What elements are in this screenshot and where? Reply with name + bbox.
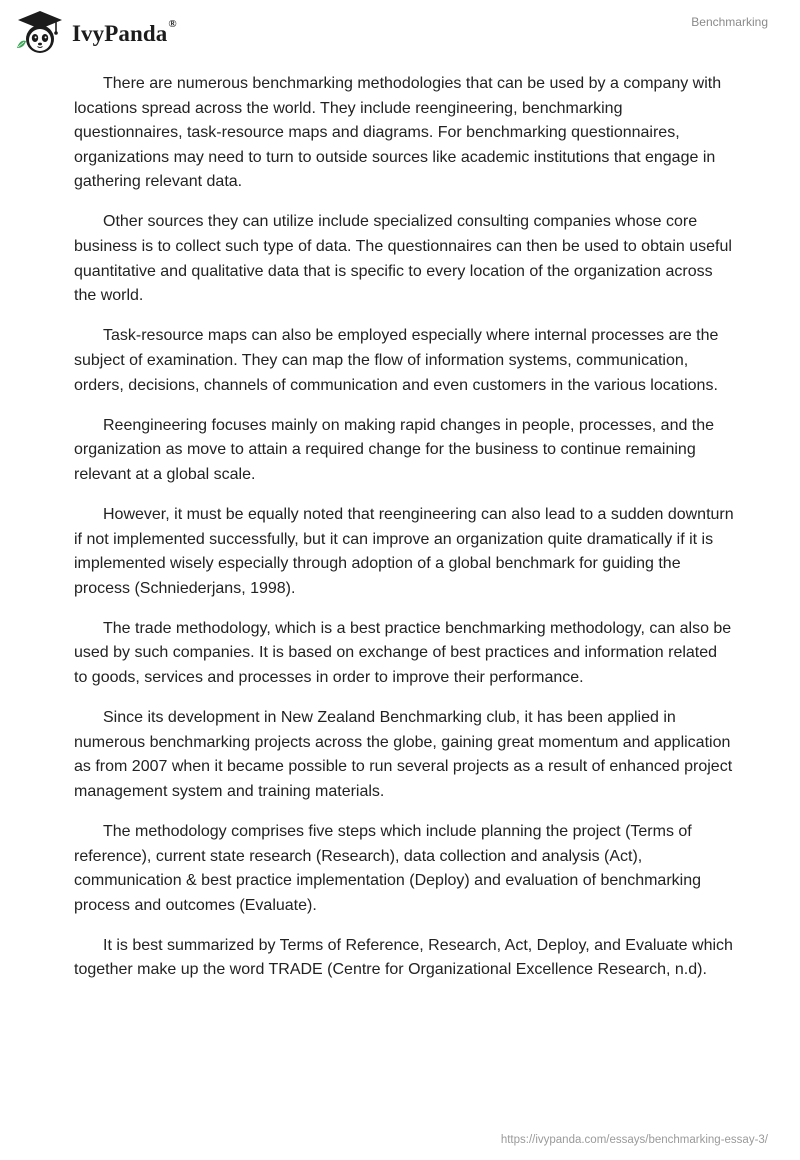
ivypanda-logo[interactable] xyxy=(14,8,177,56)
paragraph: However, it must be equally noted that reengineering can also lead to a sudden downturn if not implemented successfully, but it can improve an organization quite dramatically if it is implemented wisely especially through adoption of a global benchmark for guiding the process (Schniederjans, 1998). xyxy=(74,505,734,597)
paragraph: The trade methodology, which is a best practice benchmarking methodology, can also be used by such companies. It is based on exchange of best practices and information related to goods, services and processes in order to improve their performance. xyxy=(74,619,732,686)
paragraph: Other sources they can utilize include specialized consulting companies whose core business is to collect such type of data. The questionnaires can then be used to obtain useful quantitative and qualitative data that is specific to every location of the organization across the world. xyxy=(74,213,732,305)
paragraph: Reengineering focuses mainly on making rapid changes in people, processes, and the organization as move to attain a required change for the business to continue remaining relevant at a global scale. xyxy=(74,416,715,483)
source-url[interactable]: https://ivypanda.com/essays/benchmarking-essay-3/ xyxy=(500,1134,768,1146)
paragraph: Since its development in New Zealand Benchmarking club, it has been applied in numerous benchmarking projects across the globe, gaining great momentum and application as from 2007 when it became possible to run several projects as a result of enhanced project management system and training materials. xyxy=(74,709,733,800)
paragraph: There are numerous benchmarking methodologies that can be used by a company with locations spread across the world. They include reengineering, benchmarking questionnaires, task-resource maps and diagrams. For benchmarking questionnaires, organizations may need to turn to outside sources like academic institutions that engage in gathering relevant data. xyxy=(74,75,722,191)
paragraph: It is best summarized by Terms of Reference, Research, Act, Deploy, and Evaluate which together make up the word TRADE (Centre for Organizational Excellence Research, n.d). xyxy=(74,936,733,979)
paragraph: The methodology comprises five steps which include planning the project (Terms of reference), current state research (Research), data collection and analysis (Act), communication & best practice implementation (Deploy) and evaluation of benchmarking process and outcomes (Evaluate). xyxy=(74,822,701,914)
logo-wordmark: IvyPanda® xyxy=(72,18,177,46)
panda-graduation-cap-icon xyxy=(14,8,66,56)
paragraph: Task-resource maps can also be employed especially where internal processes are the subject of examination. They can map the flow of information systems, communication, orders, decisions, channels of communication and even customers in the various locations. xyxy=(74,327,719,394)
document-title: Benchmarking xyxy=(691,15,768,29)
essay-body xyxy=(74,72,734,999)
page-header xyxy=(0,0,800,62)
